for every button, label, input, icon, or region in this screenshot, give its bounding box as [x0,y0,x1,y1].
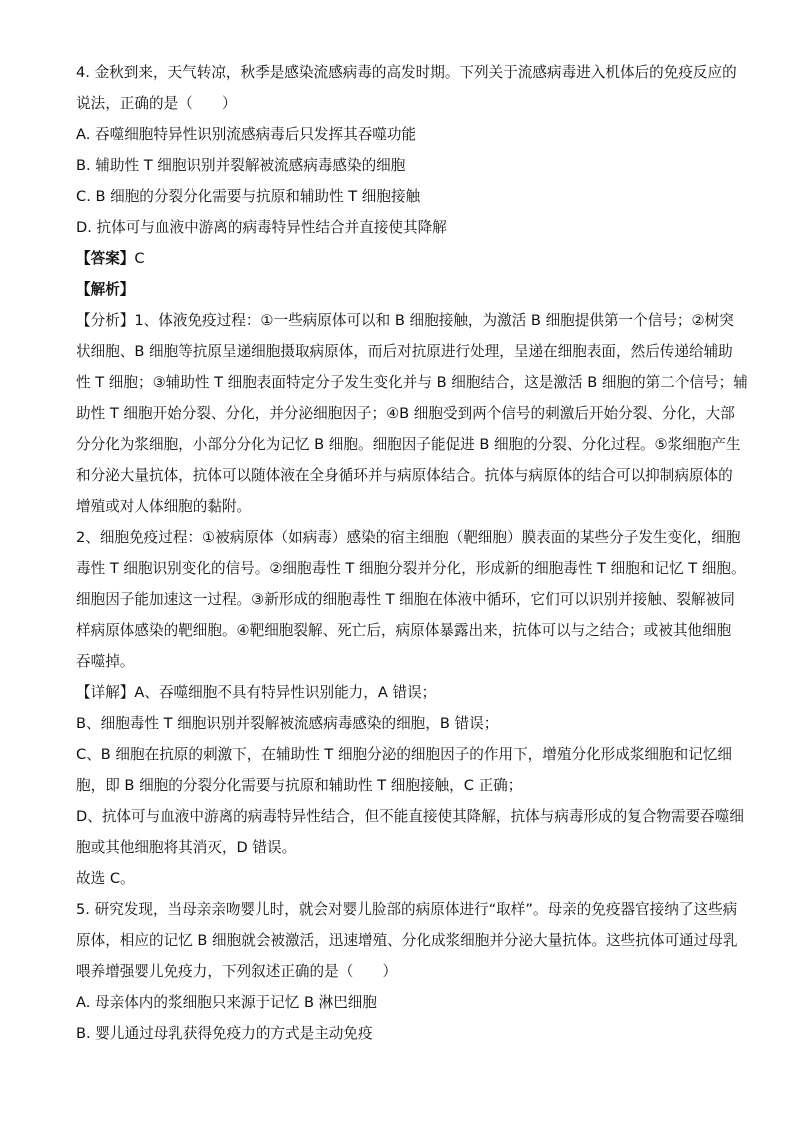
analysis-line: 性 T 细胞；③辅助性 T 细胞表面特定分子发生变化并与 B 细胞结合，这是激活 B 细胞的第二个信号；辅 [76,374,748,391]
q5-stem-line-2: 原体，相应的记忆 B 细胞就会被激活，迅速增殖、分化成浆细胞并分泌大量抗体。这些抗体可通过母乳 [76,932,738,949]
detail-line: 胞，即 B 细胞的分裂分化需要与抗原和辅助性 T 细胞接触，C 正确； [76,777,523,794]
q4-option-c: C. B 细胞的分裂分化需要与抗原和辅助性 T 细胞接触 [76,188,421,205]
conclusion-line: 故选 C。 [76,870,135,887]
q4-option-d: D. 抗体可与血液中游离的病毒特异性结合并直接使其降解 [76,219,447,236]
detail-line: D、抗体可与血液中游离的病毒特异性结合，但不能直接使其降解，抗体与病毒形成的复合物需要吞噬细 [76,808,744,825]
analysis-line: 吞噬掉。 [76,653,135,670]
detail-line: B、细胞毒性 T 细胞识别并裂解被流感病毒感染的细胞，B 错误； [76,715,499,732]
q5-option-b: B. 婴儿通过母乳获得免疫力的方式是主动免疫 [76,1025,373,1042]
analysis-line: 2、细胞免疫过程：①被病原体（如病毒）感染的宿主细胞（靶细胞）膜表面的某些分子发生变化，细胞 [76,529,741,546]
q4-stem-line-2: 说法，正确的是（ ） [76,95,237,112]
q5-option-a: A. 母亲体内的浆细胞只来源于记忆 B 淋巴细胞 [76,994,377,1011]
answer-value: C [134,250,145,267]
q4-option-a: A. 吞噬细胞特异性识别流感病毒后只发挥其吞噬功能 [76,126,417,143]
analysis-line: 和分泌大量抗体，抗体可以随体液在全身循环并与病原体结合。抗体与病原体的结合可以抑制病原体的 [76,467,733,484]
analysis-line: 细胞因子能加速这一过程。③新形成的细胞毒性 T 细胞在体液中循环，它们可以识别并接触、裂解被同 [76,591,735,608]
detail-line: 【详解】A、吞噬细胞不具有特异性识别能力，A 错误； [76,684,437,701]
analysis-line: 样病原体感染的靶细胞。④靶细胞裂解、死亡后，病原体暴露出来，抗体可以与之结合；或被其他细胞 [76,622,732,639]
analysis-line: 分分化为浆细胞，小部分分化为记忆 B 细胞。细胞因子能促进 B 细胞的分裂、分化过程。⑤浆细胞产生 [76,436,741,453]
detail-line: C、B 细胞在抗原的刺激下，在辅助性 T 细胞分泌的细胞因子的作用下，增殖分化形成浆细胞和记忆细 [76,746,732,763]
q5-stem-line-3: 喂养增强婴儿免疫力，下列叙述正确的是（ ） [76,963,398,980]
q4-option-b: B. 辅助性 T 细胞识别并裂解被流感病毒感染的细胞 [76,157,406,174]
q4-stem-line-1: 4. 金秋到来，天气转凉，秋季是感染流感病毒的高发时期。下列关于流感病毒进入机体后的免疫反应的 [76,64,737,81]
q5-stem-line-1: 5. 研究发现，当母亲亲吻婴儿时，就会对婴儿脸部的病原体进行“取样”。母亲的免疫器官接纳了这些病 [76,901,738,918]
detail-line: 胞或其他细胞将其消灭，D 错误。 [76,839,297,856]
analysis-line: 【分析】1、体液免疫过程：①一些病原体可以和 B 细胞接触，为激活 B 细胞提供第一个信号；②树突 [76,312,734,329]
answer-label: 【答案】 [76,250,135,267]
analysis-label: 【解析】 [76,281,135,298]
analysis-line: 状细胞、B 细胞等抗原呈递细胞摄取病原体，而后对抗原进行处理，呈递在细胞表面，然后传递给辅助 [76,343,733,360]
analysis-line: 助性 T 细胞开始分裂、分化，并分泌细胞因子；④B 细胞受到两个信号的刺激后开始分裂、分化，大部 [76,405,735,422]
analysis-line: 增殖或对人体细胞的黏附。 [76,498,252,515]
q4-answer [76,249,726,269]
analysis-line: 毒性 T 细胞识别变化的信号。②细胞毒性 T 细胞分裂并分化，形成新的细胞毒性 T 细胞和记忆 T 细胞。 [76,560,746,577]
